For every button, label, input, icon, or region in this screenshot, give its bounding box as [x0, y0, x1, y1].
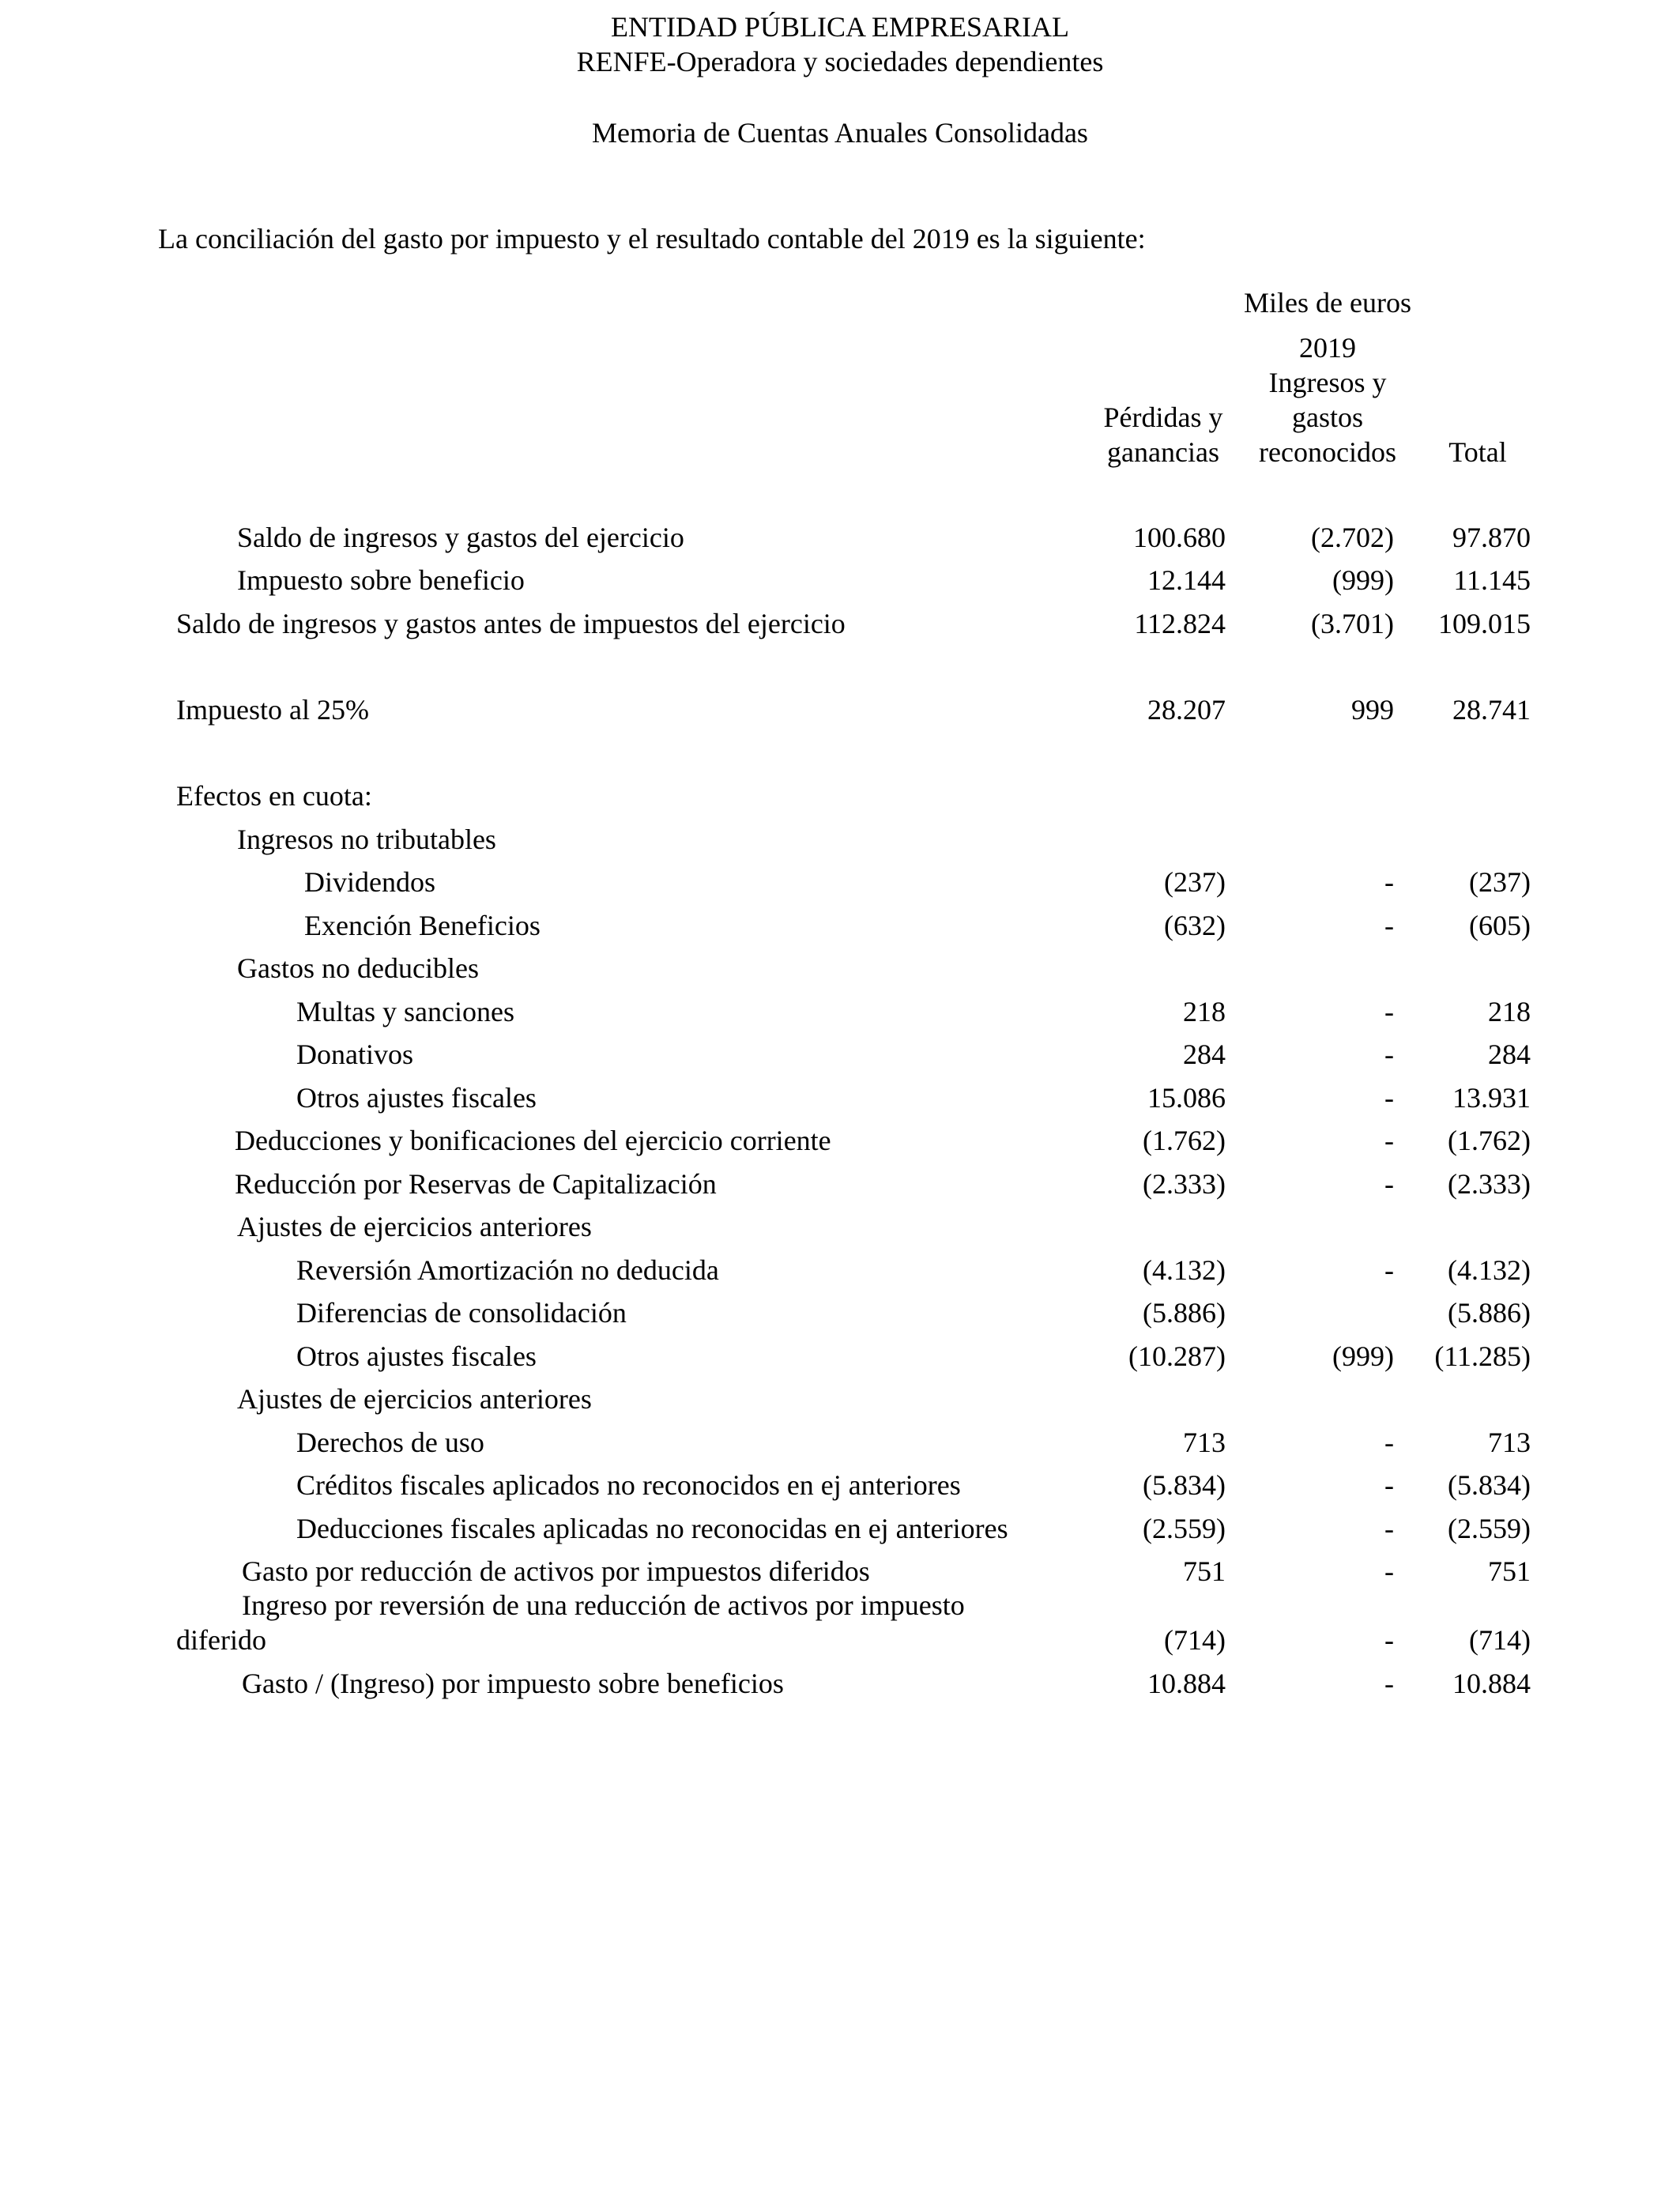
value-total: (4.132) — [1448, 1254, 1531, 1286]
value-igr: - — [1384, 1168, 1394, 1200]
row-label: Multas y sanciones — [296, 996, 514, 1027]
table-row — [0, 1080, 1680, 1125]
row-label-line1: Ingreso por reversión de una reducción de activos por impuesto — [242, 1589, 965, 1621]
value-igr: (2.702) — [1311, 522, 1394, 553]
table-row — [0, 1295, 1680, 1340]
col-header-igr-line3: reconocidos — [1259, 436, 1396, 468]
row-label: Ajustes de ejercicios anteriores — [237, 1383, 592, 1415]
value-total: (5.834) — [1448, 1469, 1531, 1501]
value-pyg: 15.086 — [1147, 1082, 1226, 1114]
row-label: Otros ajustes fiscales — [296, 1340, 537, 1372]
table-row — [0, 994, 1680, 1039]
table-row — [0, 822, 1680, 866]
value-igr: - — [1384, 996, 1394, 1027]
row-label: Reducción por Reservas de Capitalización — [235, 1168, 717, 1200]
value-pyg: (237) — [1164, 866, 1226, 898]
table-row — [0, 1123, 1680, 1167]
value-igr: - — [1384, 1513, 1394, 1544]
value-pyg: 713 — [1183, 1427, 1226, 1458]
value-pyg: (1.762) — [1143, 1125, 1226, 1156]
value-igr: - — [1384, 1082, 1394, 1114]
value-igr: - — [1384, 866, 1394, 898]
value-total: (714) — [1469, 1624, 1531, 1656]
row-label: Dividendos — [304, 866, 435, 898]
row-label: Créditos fiscales aplicados no reconocidos en ej anteriores — [296, 1469, 961, 1501]
row-label: Diferencias de consolidación — [296, 1297, 627, 1329]
value-total: 284 — [1488, 1039, 1531, 1070]
table-row — [0, 520, 1680, 564]
value-total: (605) — [1469, 910, 1531, 941]
value-pyg: (2.333) — [1143, 1168, 1226, 1200]
value-total: 751 — [1488, 1555, 1531, 1587]
value-pyg: 751 — [1183, 1555, 1226, 1587]
value-igr: - — [1384, 1254, 1394, 1286]
value-pyg: 100.680 — [1133, 522, 1226, 553]
table-row — [0, 1339, 1680, 1383]
value-pyg: (5.834) — [1143, 1469, 1226, 1501]
row-label: Gastos no deducibles — [237, 952, 479, 984]
value-total: (11.285) — [1434, 1340, 1531, 1372]
value-igr: - — [1384, 1125, 1394, 1156]
table-row — [0, 1511, 1680, 1555]
value-total: (2.333) — [1448, 1168, 1531, 1200]
value-total: 13.931 — [1452, 1082, 1531, 1114]
value-pyg: 284 — [1183, 1039, 1226, 1070]
value-total: (237) — [1469, 866, 1531, 898]
value-pyg: 12.144 — [1147, 564, 1226, 596]
value-total: 28.741 — [1452, 694, 1531, 726]
value-igr: 999 — [1351, 694, 1394, 726]
value-igr: - — [1384, 1039, 1394, 1070]
row-label: Gasto por reducción de activos por impuestos diferidos — [242, 1555, 870, 1587]
table-row — [0, 1623, 1680, 1667]
table-row — [0, 865, 1680, 909]
row-label: Exención Beneficios — [304, 910, 541, 941]
value-total: (2.559) — [1448, 1513, 1531, 1544]
row-label: Deducciones y bonificaciones del ejercicio corriente — [235, 1125, 831, 1156]
value-pyg: 10.884 — [1147, 1668, 1226, 1699]
value-igr: - — [1384, 1427, 1394, 1458]
table-row — [0, 1666, 1680, 1710]
value-total: (5.886) — [1448, 1297, 1531, 1329]
table-row — [0, 1382, 1680, 1426]
row-label: Ajustes de ejercicios anteriores — [237, 1211, 592, 1242]
value-total: 10.884 — [1452, 1668, 1531, 1699]
col-header-igr-line1: Ingresos y — [1268, 367, 1387, 398]
table-row — [0, 778, 1680, 823]
row-label: Derechos de uso — [296, 1427, 484, 1458]
row-label: Gasto / (Ingreso) por impuesto sobre beneficios — [242, 1668, 784, 1699]
entity-title: ENTIDAD PÚBLICA EMPRESARIAL — [610, 11, 1070, 43]
value-pyg: (714) — [1164, 1624, 1226, 1656]
value-total: 218 — [1488, 996, 1531, 1027]
value-total: 11.145 — [1453, 564, 1531, 596]
row-label: Efectos en cuota: — [176, 780, 372, 812]
value-total: 109.015 — [1438, 608, 1531, 639]
value-pyg: 112.824 — [1134, 608, 1226, 639]
value-pyg: (5.886) — [1143, 1297, 1226, 1329]
value-pyg: (2.559) — [1143, 1513, 1226, 1544]
value-igr: - — [1384, 910, 1394, 941]
row-label: Donativos — [296, 1039, 413, 1070]
table-row — [0, 1425, 1680, 1469]
value-igr: - — [1384, 1624, 1394, 1656]
table-row — [0, 951, 1680, 995]
value-pyg: 218 — [1183, 996, 1226, 1027]
table-row — [0, 1253, 1680, 1297]
table-row — [0, 692, 1680, 737]
row-label: Reversión Amortización no deducida — [296, 1254, 719, 1286]
value-igr: - — [1384, 1469, 1394, 1501]
row-label: Ingresos no tributables — [237, 824, 496, 855]
value-total: 97.870 — [1452, 522, 1531, 553]
value-igr: - — [1384, 1555, 1394, 1587]
table-row — [0, 1468, 1680, 1512]
unit-label: Miles de euros — [1244, 287, 1411, 319]
intro-text: La conciliación del gasto por impuesto y el resultado contable del 2019 es la siguiente: — [158, 223, 1146, 254]
value-total: 713 — [1488, 1427, 1531, 1458]
table-row — [0, 563, 1680, 607]
document-title: Memoria de Cuentas Anuales Consolidadas — [592, 117, 1088, 149]
value-pyg: (10.287) — [1128, 1340, 1226, 1372]
table-row — [0, 908, 1680, 952]
row-label: Impuesto sobre beneficio — [237, 564, 525, 596]
col-header-pyg — [1084, 400, 1242, 469]
col-header-pyg-line2: ganancias — [1107, 436, 1219, 468]
value-pyg: (4.132) — [1143, 1254, 1226, 1286]
col-header-pyg-line1: Pérdidas y — [1103, 401, 1223, 433]
value-igr: (999) — [1332, 564, 1394, 596]
col-header-igr-line2: gastos — [1292, 401, 1363, 433]
value-igr: - — [1384, 1668, 1394, 1699]
value-total: (1.762) — [1448, 1125, 1531, 1156]
row-label: Deducciones fiscales aplicadas no reconocidas en ej anteriores — [296, 1513, 1008, 1544]
row-label: Impuesto al 25% — [176, 694, 369, 726]
value-pyg: 28.207 — [1147, 694, 1226, 726]
col-header-total: Total — [1448, 436, 1507, 468]
value-igr: (999) — [1332, 1340, 1394, 1372]
row-label-line2: diferido — [176, 1624, 266, 1656]
table-row — [0, 606, 1680, 650]
row-label: Saldo de ingresos y gastos antes de impuestos del ejercicio — [176, 608, 846, 639]
year-label: 2019 — [1299, 332, 1356, 364]
table-row — [0, 1209, 1680, 1253]
row-label: Otros ajustes fiscales — [296, 1082, 537, 1114]
row-label: Saldo de ingresos y gastos del ejercicio — [237, 522, 684, 553]
entity-subtitle: RENFE-Operadora y sociedades dependientes — [576, 46, 1104, 77]
table-row — [0, 1037, 1680, 1081]
table-row — [0, 1167, 1680, 1211]
value-pyg: (632) — [1164, 910, 1226, 941]
col-header-igr — [1233, 365, 1422, 469]
value-igr: (3.701) — [1311, 608, 1394, 639]
